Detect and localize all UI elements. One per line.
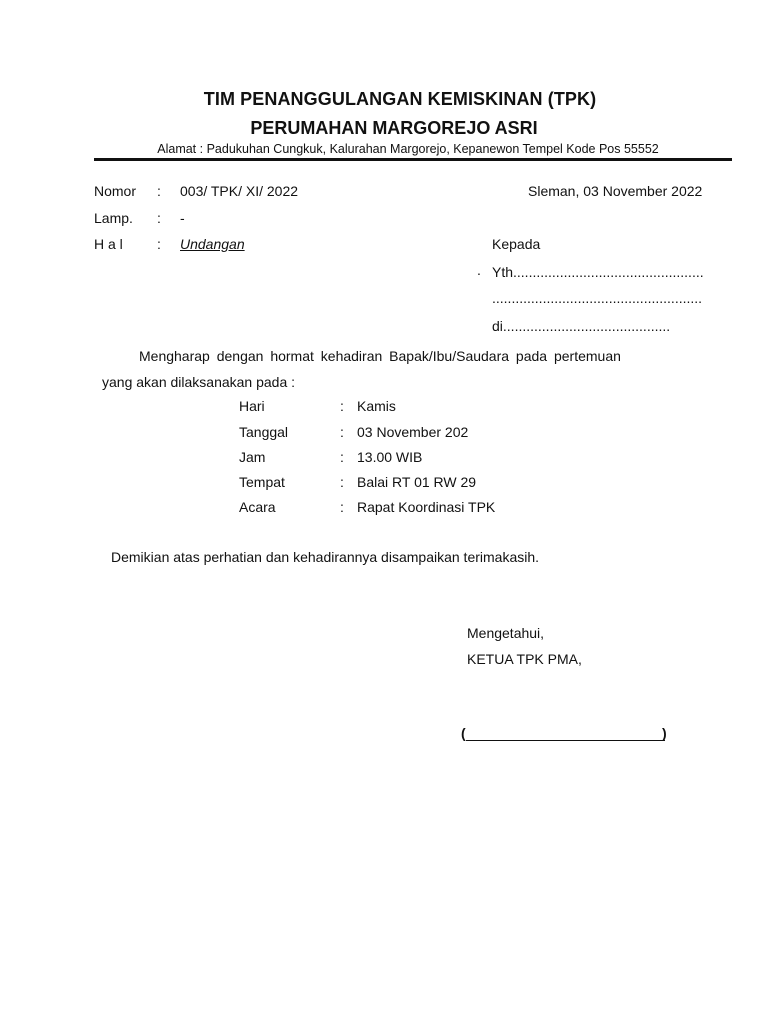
signature-name-line <box>466 740 665 741</box>
signature-open-paren: ( <box>461 725 466 741</box>
place-date: Sleman, 03 November 2022 <box>528 183 703 199</box>
body-paragraph-line2: yang akan dilaksanakan pada : <box>102 374 296 390</box>
letterhead-subtitle: PERUMAHAN MARGOREJO ASRI <box>250 118 538 138</box>
detail-colon: : <box>340 499 344 515</box>
detail-value-jam: 13.00 WIB <box>357 449 423 465</box>
detail-colon: : <box>340 474 344 490</box>
detail-value-tanggal: 03 November 202 <box>357 424 469 440</box>
signature-close-paren: ) <box>662 725 667 741</box>
signature-position: KETUA TPK PMA, <box>467 651 582 667</box>
detail-value-acara: Rapat Koordinasi TPK <box>357 499 496 515</box>
detail-value-hari: Kamis <box>357 398 396 414</box>
nomor-label: Nomor <box>94 183 137 199</box>
detail-label-tanggal: Tanggal <box>239 424 289 440</box>
recipient-di: di........................................... <box>492 318 671 334</box>
detail-colon: : <box>340 449 344 465</box>
letterhead-title: TIM PENANGGULANGAN KEMISKINAN (TPK) <box>203 89 597 109</box>
signature-acknowledged: Mengetahui, <box>467 625 545 641</box>
nomor-value: 003/ TPK/ XI/ 2022 <box>180 183 299 199</box>
lamp-value: - <box>180 210 185 226</box>
recipient-yth: Yth................................................. <box>492 264 704 280</box>
hal-value: Undangan <box>180 236 245 252</box>
letterhead-divider <box>94 158 732 161</box>
recipient-dot: . <box>477 262 481 278</box>
lamp-colon: : <box>157 210 161 226</box>
detail-label-acara: Acara <box>239 499 276 515</box>
detail-colon: : <box>340 424 344 440</box>
detail-value-tempat: Balai RT 01 RW 29 <box>357 474 477 490</box>
hal-colon: : <box>157 236 161 252</box>
body-paragraph-line1: Mengharap dengan hormat kehadiran Bapak/Ibu/Saudara pada pertemuan <box>139 348 621 364</box>
detail-label-jam: Jam <box>239 449 266 465</box>
nomor-colon: : <box>157 183 161 199</box>
recipient-kepada: Kepada <box>492 236 541 252</box>
letterhead-address: Alamat : Padukuhan Cungkuk, Kalurahan Margorejo, Kepanewon Tempel Kode Pos 55552 <box>157 142 659 156</box>
detail-label-tempat: Tempat <box>239 474 285 490</box>
recipient-line2: ...................................................... <box>492 290 703 306</box>
lamp-label: Lamp. <box>94 210 133 226</box>
closing-sentence: Demikian atas perhatian dan kehadirannya disampaikan terimakasih. <box>111 549 540 565</box>
hal-label: H a l <box>94 236 123 252</box>
detail-colon: : <box>340 398 344 414</box>
detail-label-hari: Hari <box>239 398 265 414</box>
